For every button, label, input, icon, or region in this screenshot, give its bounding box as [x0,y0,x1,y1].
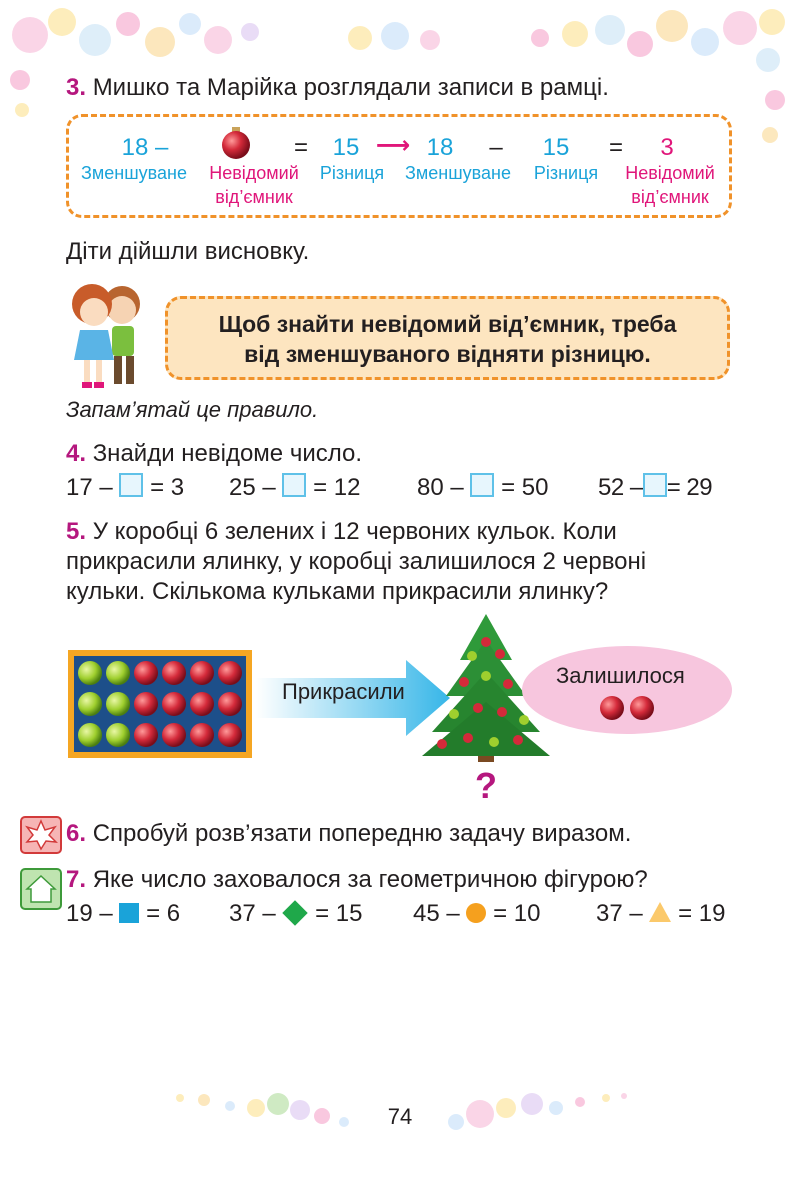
ball-box-illustration [68,650,252,758]
star-icon [20,816,62,854]
expr-left: 37 – [596,900,643,927]
expr-left: 80 – [417,474,464,501]
page-number: 74 [387,1104,413,1129]
label-unknown-2-line2: від’ємник [631,187,709,207]
task7-expr-3 [413,898,540,930]
difference-value: 15 [332,134,360,161]
difference-value-2: 15 [542,134,570,161]
label-unknown-2-line1: Невідомий [625,163,715,183]
label-unknown-line1: Невідомий [209,163,299,183]
task3-text: Мишко та Марійка розглядали записи в рамці. [92,74,609,101]
task4-heading [66,438,362,470]
rule-line2: від зменшуваного відняти різницю. [244,341,651,367]
expr-right: = 29 [666,474,713,501]
house-icon [20,868,62,910]
expr-right: = 3 [150,474,185,501]
label-minuend-2: Зменшуване [405,163,511,183]
task7-heading [66,864,648,896]
minus-sign-2: – [489,134,503,161]
task5-line2: прикрасили ялинку, у коробці залишилося 2 червоні [66,548,647,575]
task7-text: Яке число заховалося за геометричною фігурою? [92,866,648,893]
task6-text: Спробуй розв’язати попередню задачу виразом. [92,820,632,847]
minuend-value: 18 – [121,134,169,161]
equals-sign-1: = [293,134,308,161]
conclusion-text: Діти дійшли висновку. [66,238,310,265]
task6-number: 6. [66,820,87,847]
label-unknown-line2: від’ємник [215,187,293,207]
green-diamond-icon [283,900,308,925]
expr-right: = 15 [315,900,363,927]
task7-number: 7. [66,866,87,893]
task3-number: 3. [66,74,87,101]
task4-text: Знайди невідоме число. [92,440,363,467]
remaining-label: Залишилося [556,663,685,688]
task7-expr-2 [229,898,362,930]
rule-line1: Щоб знайти невідомий від’ємник, треба [218,311,677,337]
expr-left: 45 – [413,900,460,927]
question-mark: ? [475,765,497,806]
label-difference-2: Різниця [533,163,599,183]
expr-right: = 12 [313,474,361,501]
task4-expr-2 [229,472,360,504]
task6-heading [66,818,631,850]
task4-number: 4. [66,440,87,467]
children-illustration [62,280,154,392]
expr-left: 52 – [598,474,643,501]
task7-expr-4 [596,898,725,930]
answer-box[interactable] [470,473,494,497]
arrow-label: Прикрасили [282,679,405,704]
task4-expr-1 [66,472,184,504]
blue-square-icon [119,903,139,923]
task7-expr-1 [66,898,180,930]
expr-left: 37 – [229,900,276,927]
answer-box[interactable] [643,473,667,497]
yellow-triangle-icon [649,902,671,922]
expr-left: 17 – [66,474,113,501]
expr-left: 25 – [229,474,276,501]
remember-text: Запам’ятай це правило. [66,397,319,422]
task5-line3: кульки. Скількома кульками прикрасили ялинку? [66,578,609,605]
expr-right: = 50 [501,474,549,501]
task5-number: 5. [66,518,87,545]
label-difference: Різниця [319,163,385,183]
label-minuend: Зменшуване [81,163,187,183]
expr-right: = 19 [678,900,726,927]
answer-box[interactable] [282,473,306,497]
answer-box[interactable] [119,473,143,497]
task4-expr-4 [598,472,712,504]
ornament-ball-icon [219,126,253,160]
task3-heading [66,72,609,104]
expr-right: = 6 [146,900,181,927]
arrow-icon: ⟶ [375,132,411,159]
task4-expr-3 [417,472,548,504]
rule-box [165,296,730,380]
unknown-value: 3 [660,134,674,161]
expr-left: 19 – [66,900,113,927]
task5-text-1: У коробці 6 зелених і 12 червоних кульок. Коли [92,518,617,545]
equals-sign-2: = [608,134,623,161]
task5-line1 [66,516,736,548]
orange-circle-icon [466,903,486,923]
expr-right: = 10 [493,900,541,927]
minuend-value-2: 18 [426,134,454,161]
